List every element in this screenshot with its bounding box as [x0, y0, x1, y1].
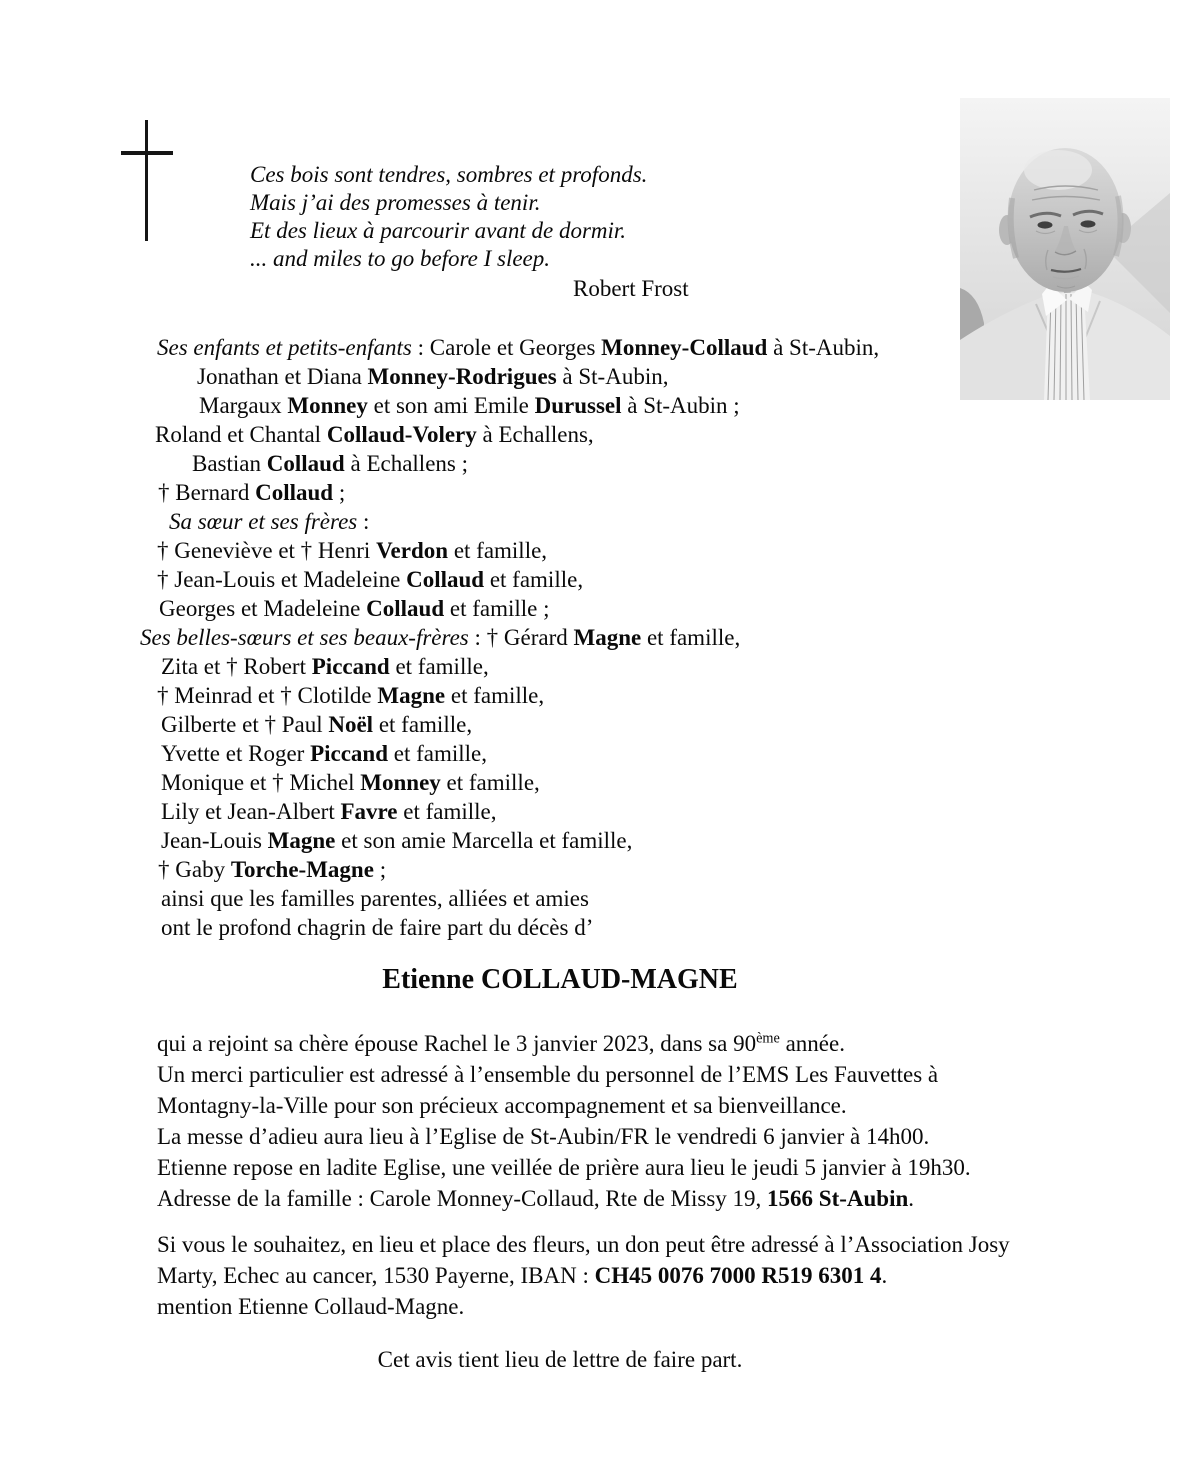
text-line: La messe d’adieu aura lieu à l’Eglise de St-Aubin/FR le vendredi 6 janvier à 14h00. [157, 1124, 930, 1149]
cross-icon [121, 120, 173, 241]
text-line: Et des lieux à parcourir avant de dormir. [250, 218, 627, 243]
text-line: Georges et Madeleine Collaud et famille ; [159, 596, 550, 621]
text-line: qui a rejoint sa chère épouse Rachel le 3 janvier 2023, dans sa 90ème année. [157, 1030, 845, 1056]
text-line: Lily et Jean-Albert Favre et famille, [161, 799, 497, 824]
text-line: Jonathan et Diana Monney-Rodrigues à St-Aubin, [197, 364, 669, 389]
text-line: Roland et Chantal Collaud-Volery à Echallens, [155, 422, 594, 447]
text-line: ... and miles to go before I sleep. [250, 246, 551, 271]
text-line: Si vous le souhaitez, en lieu et place des fleurs, un don peut être adressé à l’Association Josy [157, 1232, 1010, 1257]
text-line: Adresse de la famille : Carole Monney-Collaud, Rte de Missy 19, 1566 St-Aubin. [157, 1186, 915, 1211]
portrait-illustration [960, 98, 1170, 400]
text-line: † Meinrad et † Clotilde Magne et famille, [157, 683, 545, 708]
announcement-paragraph [157, 1028, 1196, 1214]
text-line: Ses enfants et petits-enfants : Carole et Georges Monney-Collaud à St-Aubin, [157, 335, 880, 360]
text-line: ont le profond chagrin de faire part du décès d’ [161, 915, 594, 940]
text-line: Margaux Monney et son ami Emile Durussel à St-Aubin ; [199, 393, 740, 418]
quote-attribution: Robert Frost [573, 276, 689, 301]
text-line: † Gaby Torche-Magne ; [158, 857, 387, 882]
text-line: Gilberte et † Paul Noël et famille, [161, 712, 473, 737]
deceased-portrait-photo [960, 98, 1170, 400]
closing-line: Cet avis tient lieu de lettre de faire part. [377, 1347, 743, 1372]
family-list [140, 333, 1196, 942]
text-line: mention Etienne Collaud-Magne. [157, 1294, 465, 1319]
text-line: Monique et † Michel Monney et famille, [161, 770, 540, 795]
text-line: Etienne repose en ladite Eglise, une veillée de prière aura lieu le jeudi 5 janvier à 19h30. [157, 1155, 971, 1180]
text-line: Montagny-la-Ville pour son précieux accompagnement et sa bienveillance. [157, 1093, 847, 1118]
text-line: † Geneviève et † Henri Verdon et famille, [157, 538, 548, 563]
text-line: Ces bois sont tendres, sombres et profonds. [250, 162, 648, 187]
text-line: Sa sœur et ses frères : [169, 509, 370, 534]
text-line: † Bernard Collaud ; [158, 480, 346, 505]
text-line: Mais j’ai des promesses à tenir. [250, 190, 541, 215]
text-line: Marty, Echec au cancer, 1530 Payerne, IBAN : CH45 0076 7000 R519 6301 4. [157, 1263, 888, 1288]
text-line: Bastian Collaud à Echallens ; [192, 451, 468, 476]
deceased-name: Etienne COLLAUD-MAGNE [382, 964, 738, 995]
text-line: Yvette et Roger Piccand et famille, [161, 741, 488, 766]
donation-paragraph [157, 1229, 1196, 1322]
text-line: Un merci particulier est adressé à l’ensemble du personnel de l’EMS Les Fauvettes à [157, 1062, 939, 1087]
text-line: † Jean-Louis et Madeleine Collaud et famille, [157, 567, 584, 592]
text-line: Zita et † Robert Piccand et famille, [161, 654, 489, 679]
text-line: ainsi que les familles parentes, alliées et amies [161, 886, 589, 911]
text-line: Jean-Louis Magne et son amie Marcella et famille, [161, 828, 633, 853]
text-line: Ses belles-sœurs et ses beaux-frères : † Gérard Magne et famille, [140, 625, 741, 650]
